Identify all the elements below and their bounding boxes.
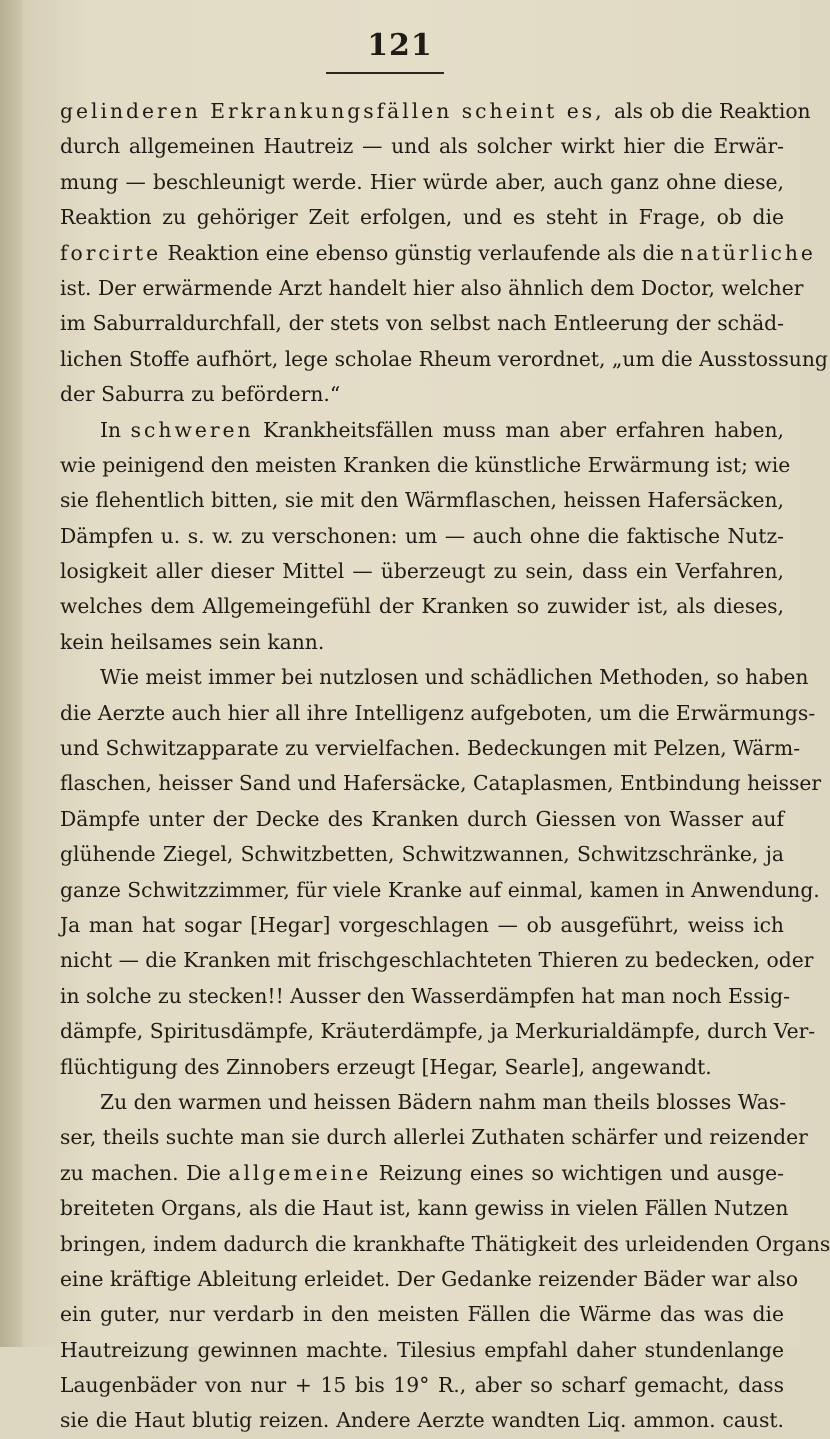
text-segment: und Schwitzapparate zu vervielfachen. Bedeckungen mit Pelzen, Wärm- <box>60 736 801 761</box>
text-segment: ganze Schwitzzimmer, für viele Kranke auf einmal, kamen in Anwendung. <box>60 877 820 902</box>
text-line <box>60 696 816 731</box>
text-segment: im Saburraldurchfall, der stets von selbst nach Entleerung der schäd- <box>60 311 784 336</box>
header-rule <box>326 72 444 74</box>
text-segment: dämpfe, Spiritusdämpfe, Kräuterdämpfe, ja Merkurialdämpfe, durch Ver- <box>60 1019 816 1044</box>
text-segment: breiteten Organs, als die Haut ist, kann gewiss in vielen Fällen Nutzen <box>60 1196 789 1221</box>
text-line <box>60 731 801 766</box>
text-line <box>60 483 784 518</box>
text-segment: Zu den warmen und heissen Bädern nahm man theils blosses Was- <box>100 1089 787 1114</box>
page-edge <box>0 0 22 1347</box>
text-segment: als ob die Reaktion <box>614 99 811 123</box>
text-segment: Krankheitsfällen muss man aber erfahren haben, <box>253 417 784 442</box>
text-line <box>60 1050 784 1085</box>
text-line <box>60 1403 784 1438</box>
text-segment: sie die Haut blutig reizen. Andere Aerzte wandten Liq. ammon. caust. <box>60 1408 784 1433</box>
text-segment: Dämpfe unter der Decke des Kranken durch Giessen von Wasser auf <box>60 806 784 831</box>
text-line <box>60 589 784 624</box>
text-segment: bringen, indem dadurch die krankhafte Thätigkeit des urleidenden Organs <box>60 1231 830 1256</box>
text-segment: Hautreizung gewinnen machte. Tilesius empfahl daher stundenlange <box>60 1337 784 1362</box>
text-line <box>60 342 828 377</box>
text-line <box>60 165 784 200</box>
text-line <box>60 943 814 978</box>
text-line <box>60 1085 787 1120</box>
text-line <box>60 660 809 695</box>
spaced-emphasis: schweren <box>130 417 254 442</box>
text-segment: sie flehentlich bitten, sie mit den Wärmflaschen, heissen Hafersäcken, <box>60 488 784 513</box>
text-line <box>60 236 816 271</box>
text-segment: welches dem Allgemeingefühl der Kranken so zuwider ist, als dieses, <box>60 594 784 619</box>
body-text <box>60 94 830 1439</box>
text-segment: Reaktion eine ebenso günstig verlaufende als die <box>161 240 681 265</box>
text-line <box>60 873 820 908</box>
text-line <box>60 413 784 448</box>
text-segment: eine kräftige Ableitung erleidet. Der Gedanke reizender Bäder war also <box>60 1266 799 1291</box>
text-line <box>60 377 784 412</box>
text-line <box>60 1262 799 1297</box>
text-line <box>60 554 784 589</box>
text-line <box>60 1333 784 1368</box>
text-line <box>60 766 822 801</box>
text-segment: Laugenbäder von nur + 15 bis 19° R., aber so scharf gemacht, dass <box>60 1373 784 1398</box>
text-segment: Reaktion zu gehöriger Zeit erfolgen, und es steht in Frage, ob die <box>60 205 784 230</box>
text-line <box>60 1014 816 1049</box>
text-segment: ein guter, nur verdarb in den meisten Fällen die Wärme das was die <box>60 1302 784 1327</box>
text-line <box>60 908 784 943</box>
text-segment: wie peinigend den meisten Kranken die künstliche Erwärmung ist; wie <box>60 452 791 477</box>
page-number: 121 <box>367 28 433 63</box>
text-line <box>60 1297 784 1332</box>
text-segment: der Saburra zu befördern.“ <box>60 382 341 407</box>
text-line <box>60 200 784 235</box>
text-line <box>60 625 784 660</box>
text-segment: lichen Stoffe aufhört, lege scholae Rheum verordnet, „um die Ausstossung <box>60 346 828 371</box>
text-segment: nicht — die Kranken mit frischgeschlachteten Thieren zu bedecken, oder <box>60 948 814 973</box>
text-segment: glühende Ziegel, Schwitzbetten, Schwitzwannen, Schwitzschränke, ja <box>60 842 784 867</box>
text-line <box>60 448 791 483</box>
text-segment: mung — beschleunigt werde. Hier würde aber, auch ganz ohne diese, <box>60 169 784 194</box>
text-line <box>60 271 804 306</box>
text-segment: flüchtigung des Zinnobers erzeugt [Hegar, Searle], angewandt. <box>60 1054 712 1079</box>
text-segment: zu machen. Die <box>60 1160 229 1185</box>
text-line <box>60 1368 784 1403</box>
text-segment: flaschen, heisser Sand und Hafersäcke, Cataplasmen, Entbindung heisser <box>60 771 822 796</box>
text-line <box>60 129 784 164</box>
spaced-emphasis: natürliche <box>680 240 816 265</box>
text-segment: Reizung eines so wichtigen und ausge- <box>371 1160 784 1185</box>
text-segment: ser, theils suchte man sie durch allerlei Zuthaten schärfer und reizender <box>60 1125 808 1150</box>
text-segment: In <box>100 417 131 442</box>
spaced-emphasis: allgemeine <box>228 1160 372 1185</box>
text-line <box>60 306 784 341</box>
text-line <box>60 802 784 837</box>
text-segment: kein heilsames sein kann. <box>60 629 325 654</box>
text-line <box>60 519 784 554</box>
text-line <box>60 1191 789 1226</box>
text-segment: ist. Der erwärmende Arzt handelt hier also ähnlich dem Doctor, welcher <box>60 275 804 300</box>
text-line <box>60 94 811 129</box>
text-line <box>60 1120 808 1155</box>
text-line <box>60 1227 830 1262</box>
text-segment: Ja man hat sogar [Hegar] vorgeschlagen — ob ausgeführt, weiss ich <box>60 912 784 937</box>
spaced-emphasis: gelinderen Erkrankungsfällen <box>60 99 462 123</box>
text-line <box>60 979 791 1014</box>
spaced-emphasis: forcirte <box>60 240 162 265</box>
text-segment: durch allgemeinen Hautreiz — und als solcher wirkt hier die Erwär- <box>60 134 784 159</box>
text-segment: die Aerzte auch hier all ihre Intelligenz aufgeboten, um die Erwärmungs- <box>60 700 816 725</box>
text-segment: Wie meist immer bei nutzlosen und schädlichen Methoden, so haben <box>100 665 809 690</box>
text-line <box>60 1156 784 1191</box>
text-segment: in solche zu stecken!! Ausser den Wasserdämpfen hat man noch Essig- <box>60 983 791 1008</box>
text-line <box>60 837 784 872</box>
text-segment: losigkeit aller dieser Mittel — überzeugt zu sein, dass ein Verfahren, <box>60 559 784 584</box>
text-segment: Dämpfen u. s. w. zu verschonen: um — auch ohne die faktische Nutz- <box>60 523 784 548</box>
spaced-emphasis: scheint es, <box>461 99 615 123</box>
